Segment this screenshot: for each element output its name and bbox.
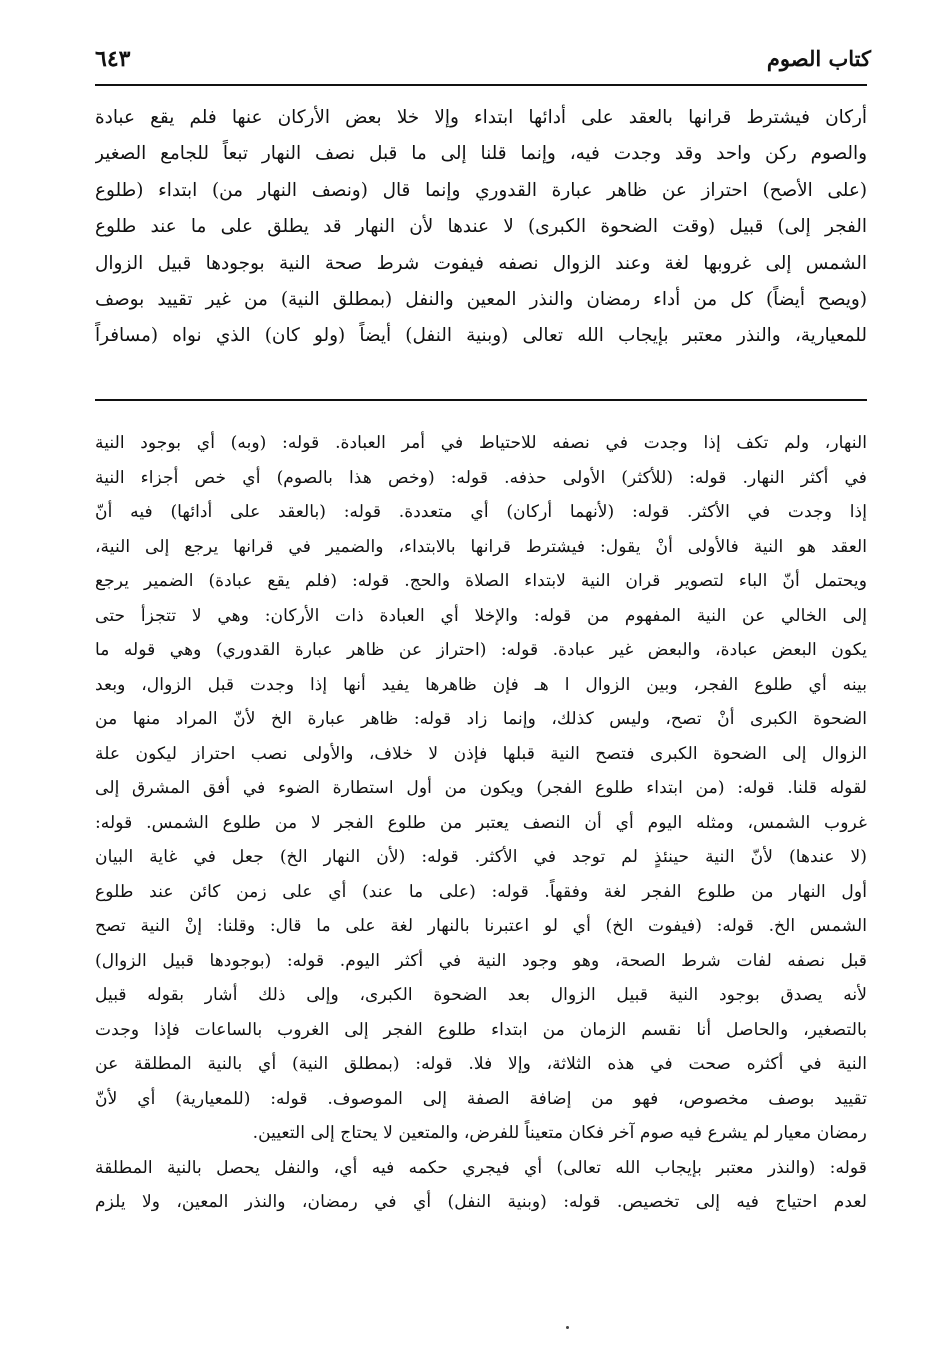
commentary-text [95, 426, 867, 1220]
print-speck [566, 1326, 569, 1329]
commentary-line: الضحوة الكبرى أنْ تصح، وليس كذلك، وإنما زاد قوله: ظاهر عبارة الخ لأنّ المراد منها من [95, 709, 867, 729]
header-rule [95, 84, 867, 86]
commentary-line: النهار، ولم تكف إذا وجدت في نصفه للاحتياط في أمر العبادة. قوله: (وبه) أي بوجود النية [95, 433, 867, 453]
commentary-line: لأنه يصدق بوجود النية قبيل الزوال بعد الضحوة الكبرى، وإلى ذلك أشار بقوله قبيل [95, 985, 867, 1005]
commentary-line: رمضان معيار لم يشرع فيه صوم آخر فكان متعيناً للفرض، والمتعين لا يحتاج إلى التعيين. [252, 1123, 867, 1143]
commentary-line: قبل نصفه لفات شرط الصحة، وهو وجود النية في أكثر اليوم. قوله: (بوجودها قبيل الزوال) [95, 950, 867, 971]
page-header [95, 38, 871, 78]
main-line: الشمس إلى غروبها لغة وعند الزوال نصفه فيفوت شرط صحة النية بوجودها قبيل الزوال [95, 252, 867, 274]
main-line: والصوم ركن واحد وقد وجدت فيه، وإنما قلنا إلى ما قبل نصف النهار تبعاً للجامع الصغير [95, 143, 867, 165]
commentary-line: الزوال إلى الضحوة الكبرى فتصح النية قبلها فإذن لا خلاف، والأولى نصب احتراز ليكون علة [95, 743, 867, 764]
main-text [95, 100, 867, 355]
commentary-line: يكون البعض عبادة، والبعض غير عبادة. قوله: (احتراز عن ظاهر عبارة القدوري) وهي قوله ما [95, 640, 867, 660]
main-line: الفجر إلى) قبيل (وقت الضحوة الكبرى) لا عندها لأن النهار قد يطلق على ما عند طلوع [95, 216, 867, 238]
chapter-title: كتاب الصوم [766, 46, 871, 71]
commentary-line: تقييد بوصف مخصوص، فهو من إضافة الصفة إلى الموصوف. قوله: (للمعيارية) أي لأنّ [95, 1088, 867, 1109]
commentary-line: إذا وجدت في الأكثر. قوله: (لأنهما أركان) أي متعددة. قوله: (بالعقد على أدائها) فيه أنّ [95, 502, 867, 522]
commentary-line: العقد هو النية فالأولى أنْ يقول: فيشترط قرانها بالابتداء، والضمير في قرانها يرجع إلى النية، [95, 536, 867, 557]
main-line: (على الأصح) احتراز عن ظاهر عبارة القدوري وإنما قال (ونصف النهار من) ابتداء (طلوع [95, 179, 867, 201]
commentary-line: إلى الخالي عن النية المفهوم من قوله: والإخلا أي العبادة ذات الأركان: وهي لا تتجزأ حتى [95, 605, 867, 626]
commentary-line: لعدم احتياج فيه إلى تخصيص. قوله: (وبنية النفل) أي في رمضان، والنذر المعين، ولا يلزم [95, 1192, 867, 1212]
commentary-line: بالتصغير، والحاصل أنا نقسم الزمان من ابتداء طلوع الفجر إلى الغروب بالساعات فإذا وجدت [95, 1019, 867, 1040]
commentary-line: لقوله قلنا. قوله: (من ابتداء طلوع الفجر) ويكون من أول استطارة الضوء في أفق المشرق إلى [95, 778, 867, 798]
page-number: ٦٤٣ [95, 46, 131, 72]
commentary-line: غروب الشمس، ومثله اليوم أي أن النصف يعتبر من طلوع الفجر لا من طلوع الشمس. قوله: [95, 812, 867, 833]
commentary-line: ويحتمل أنّ الباء لتصوير قران النية لابتداء الصلاة والحج. قوله: (فلم يقع عبادة) الضمير يرجع [95, 571, 867, 591]
main-line: أركان فيشترط قرانها بالعقد على أدائها ابتداء وإلا خلا بعض الأركان عنها فلم يقع عبادة [95, 107, 867, 128]
main-line: (ويصح أيضاً) كل من أداء رمضان والنذر المعين والنفل (بمطلق النية) من غير تقييد بوصف [95, 288, 867, 310]
commentary-line: النية في أكثره صحت في هذه الثلاثة، وإلا فلا. قوله: (بمطلق النية) أي بالنية المطلقة عن [95, 1054, 867, 1074]
commentary-divider [95, 399, 867, 401]
commentary-line: الشمس الخ. قوله: (فيفوت الخ) أي لو اعتبرنا بالنهار لغة على ما قال: وقلنا: إنْ النية تصح [95, 916, 867, 936]
commentary-line: بينه أي طلوع الفجر، وبين الزوال ا هـ فإن ظاهرها يفيد أنها إذا وجدت قبل الزوال، وبعد [95, 674, 867, 695]
commentary-line: (لا عندها) لأنّ النية حينئذٍ لم توجد في الأكثر. قوله: (لأن النهار الخ) جعل في غاية البيان [95, 847, 867, 867]
commentary-line: في أكثر النهار. قوله: (للأكثر) الأولى حذفه. قوله: (وخص هذا بالصوم) أي خص أجزاء النية [95, 467, 867, 488]
main-line: للمعيارية، والنذر معتبر بإيجاب الله تعالى (وبنية النفل) أيضاً (ولو كان) الذي نواه (مسافراً [95, 325, 867, 347]
commentary-line: قوله: (والنذر معتبر بإيجاب الله تعالى) أي فيجري حكمه فيه أي، والنفل يحصل بالنية المطلقة [95, 1157, 867, 1178]
commentary-line: أول النهار من طلوع الفجر لغة وفقهاً. قوله: (على ما عند) أي على زمن كائن عند طلوع [95, 881, 867, 902]
